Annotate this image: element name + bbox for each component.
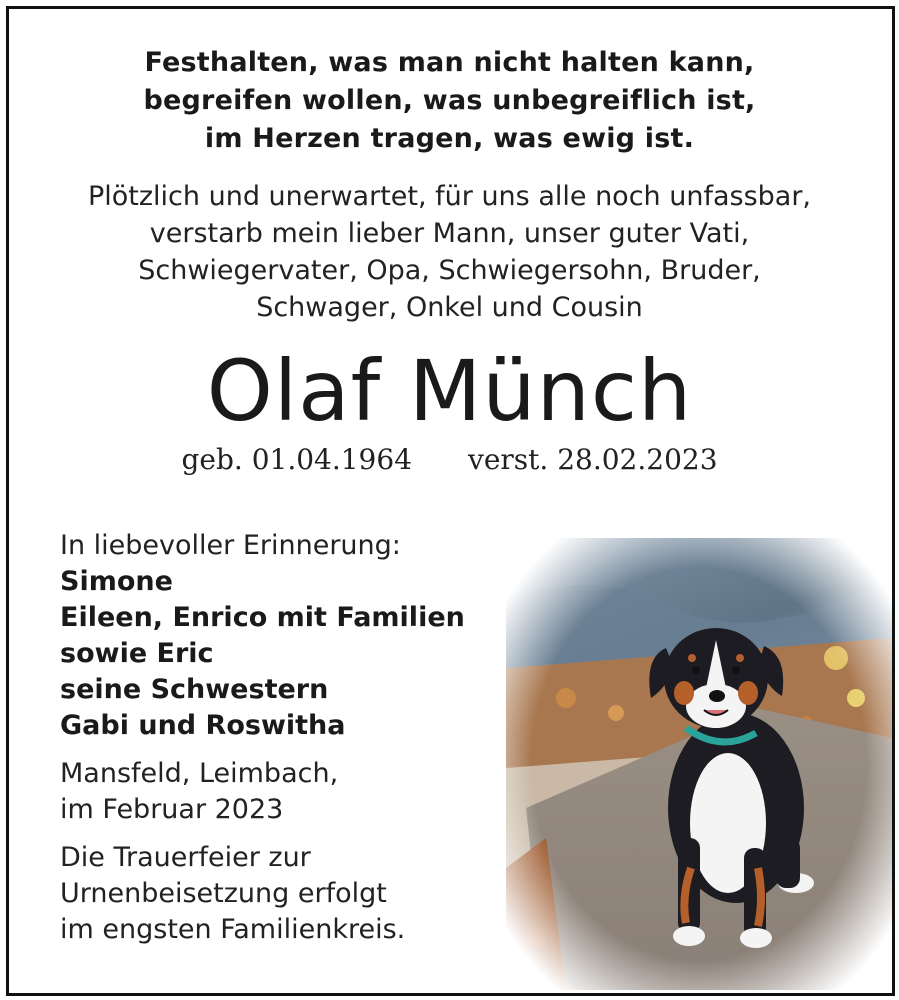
mourner-name: sowie Eric (60, 638, 214, 669)
announcement-line: Plötzlich und unerwartet, für uns alle noch unfassbar, (87, 181, 812, 212)
funeral-line: im engsten Familienkreis. (60, 914, 406, 945)
mourner-name: seine Schwestern (60, 674, 329, 705)
life-dates (0, 440, 899, 480)
memory-heading: In liebevoller Erinnerung: (60, 530, 401, 561)
deceased-name: Olaf Münch (206, 342, 693, 440)
funeral-line: Die Trauerfeier zur (60, 842, 311, 873)
dog-photo (506, 538, 892, 990)
location-line: im Februar 2023 (60, 794, 284, 825)
death-date: verst. 28.02.2023 (468, 443, 718, 476)
mourner-name: Gabi und Roswitha (60, 710, 346, 741)
mourner-name: Eileen, Enrico mit Familien (60, 602, 465, 633)
birth-date: geb. 01.04.1964 (181, 443, 413, 476)
announcement-line: Schwiegervater, Opa, Schwiegersohn, Bruder, (138, 255, 761, 286)
mourner-name: Simone (60, 566, 173, 597)
mourners-block (60, 528, 500, 948)
announcement-line: verstarb mein lieber Mann, unser guter Vati, (149, 218, 750, 249)
announcement-text (0, 178, 899, 326)
verse-line: begreifen wollen, was unbegreiflich ist, (143, 85, 756, 116)
verse-line: im Herzen tragen, was ewig ist. (204, 123, 695, 154)
announcement-line: Schwager, Onkel und Cousin (256, 292, 643, 323)
verse-quote (0, 44, 899, 158)
location-line: Mansfeld, Leimbach, (60, 758, 339, 789)
verse-line: Festhalten, was man nicht halten kann, (144, 47, 755, 78)
funeral-line: Urnenbeisetzung erfolgt (60, 878, 387, 909)
